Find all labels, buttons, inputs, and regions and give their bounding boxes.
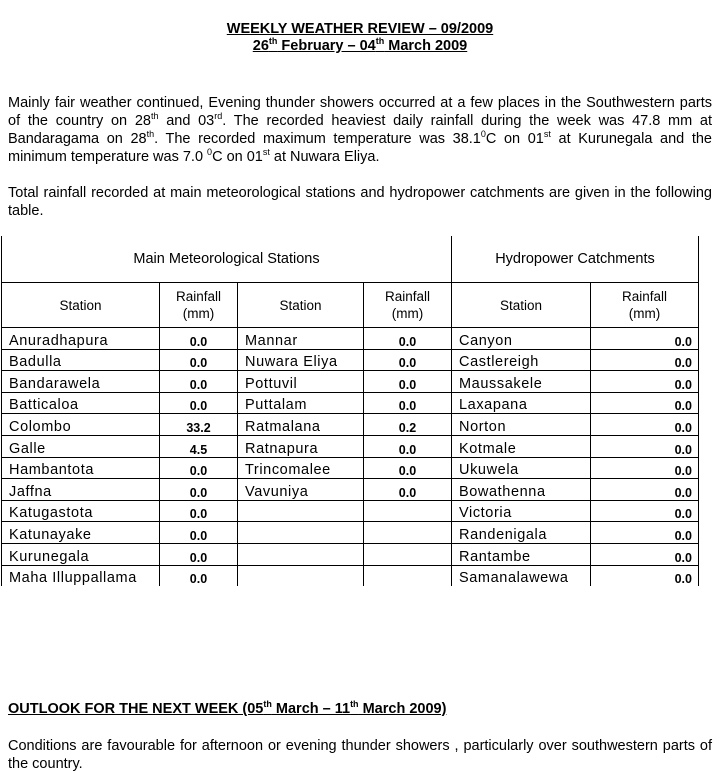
catchment-name: Kotmale xyxy=(452,435,591,457)
catchment-name: Victoria xyxy=(452,500,591,522)
rainfall-value xyxy=(364,543,452,565)
rainfall-value: 0.0 xyxy=(160,349,238,371)
rainfall-value: 0.0 xyxy=(364,349,452,371)
catchment-name: Castlereigh xyxy=(452,349,591,371)
rainfall-value: 0.0 xyxy=(591,414,699,436)
rainfall-value: 0.0 xyxy=(364,479,452,501)
station-name: Vavuniya xyxy=(238,479,364,501)
station-name: Katugastota xyxy=(2,500,160,522)
station-name: Trincomalee xyxy=(238,457,364,479)
rainfall-value: 0.0 xyxy=(591,522,699,544)
rainfall-value xyxy=(364,565,452,586)
rainfall-value xyxy=(364,500,452,522)
rainfall-value: 0.0 xyxy=(364,457,452,479)
table-row xyxy=(2,543,699,565)
rainfall-value: 0.0 xyxy=(160,392,238,414)
rainfall-value: 0.0 xyxy=(160,522,238,544)
station-name: Mannar xyxy=(238,328,364,350)
table-row xyxy=(2,328,699,350)
catchment-name: Maussakele xyxy=(452,371,591,393)
column-header-row xyxy=(2,283,699,328)
rainfall-value: 0.0 xyxy=(591,328,699,350)
station-name: Pottuvil xyxy=(238,371,364,393)
outlook-text: Conditions are favourable for afternoon or evening thunder showers , particularly over southwestern parts of the country. xyxy=(8,738,712,772)
station-name: Maha Illuppallama xyxy=(2,565,160,586)
table-row xyxy=(2,565,699,586)
station-name: Batticaloa xyxy=(2,392,160,414)
table-row xyxy=(2,349,699,371)
station-name xyxy=(238,565,364,586)
table-intro: Total rainfall recorded at main meteorological stations and hydropower catchments are given in the following table. xyxy=(8,185,712,219)
station-name: Bandarawela xyxy=(2,371,160,393)
table-row xyxy=(2,522,699,544)
station-name: Ratnapura xyxy=(238,435,364,457)
group-header-row xyxy=(2,236,699,283)
station-name: Colombo xyxy=(2,414,160,436)
group-main-stations: Main Meteorological Stations xyxy=(2,236,452,283)
catchment-name: Rantambe xyxy=(452,543,591,565)
col-station: Station xyxy=(238,283,364,328)
rainfall-value: 0.0 xyxy=(160,479,238,501)
catchment-name: Randenigala xyxy=(452,522,591,544)
rainfall-value: 0.0 xyxy=(160,500,238,522)
station-name xyxy=(238,500,364,522)
rainfall-value: 0.0 xyxy=(160,371,238,393)
table-row xyxy=(2,457,699,479)
rainfall-value: 0.0 xyxy=(591,349,699,371)
table-row xyxy=(2,414,699,436)
rainfall-value: 0.0 xyxy=(364,328,452,350)
rainfall-value: 0.0 xyxy=(364,371,452,393)
rainfall-value: 0.0 xyxy=(160,457,238,479)
group-hydropower: Hydropower Catchments xyxy=(452,236,699,283)
rainfall-value: 33.2 xyxy=(160,414,238,436)
catchment-name: Samanalawewa xyxy=(452,565,591,586)
col-station: Station xyxy=(2,283,160,328)
col-rainfall: Rainfall (mm) xyxy=(591,283,699,328)
table-row xyxy=(2,392,699,414)
rainfall-value: 0.0 xyxy=(591,371,699,393)
rainfall-table xyxy=(1,236,699,586)
table-row xyxy=(2,479,699,501)
station-name xyxy=(238,522,364,544)
station-name: Badulla xyxy=(2,349,160,371)
rainfall-value xyxy=(364,522,452,544)
station-name: Nuwara Eliya xyxy=(238,349,364,371)
catchment-name: Ukuwela xyxy=(452,457,591,479)
catchment-name: Norton xyxy=(452,414,591,436)
station-name: Galle xyxy=(2,435,160,457)
rainfall-value: 0.0 xyxy=(591,543,699,565)
rainfall-value: 0.0 xyxy=(160,543,238,565)
review-period: 26th February – 04th March 2009 xyxy=(252,36,468,54)
table-row xyxy=(2,500,699,522)
rainfall-value: 0.2 xyxy=(364,414,452,436)
station-name: Puttalam xyxy=(238,392,364,414)
station-name: Jaffna xyxy=(2,479,160,501)
rainfall-value: 0.0 xyxy=(591,457,699,479)
table-row xyxy=(2,435,699,457)
weather-summary: Mainly fair weather continued, Evening thunder showers occurred at a few places in the Southwestern parts of the country on 28th and 03rd. The recorded heaviest daily rainfall during the week was 47.8 mm at Bandaragama on 28th. The recorded maximum temperature was 38.1$^0$C on 01st at Kurunegala and the minimum temperature was 7.0 $^0$C on 01st at Nuwara Eliya. xyxy=(8,95,712,165)
catchment-name: Bowathenna xyxy=(452,479,591,501)
table-row xyxy=(2,371,699,393)
station-name: Katunayake xyxy=(2,522,160,544)
rainfall-value: 0.0 xyxy=(591,479,699,501)
rainfall-value: 0.0 xyxy=(160,565,238,586)
col-station: Station xyxy=(452,283,591,328)
rainfall-value: 0.0 xyxy=(364,435,452,457)
rainfall-value: 0.0 xyxy=(591,435,699,457)
station-name: Kurunegala xyxy=(2,543,160,565)
rainfall-value: 0.0 xyxy=(160,328,238,350)
rainfall-value: 0.0 xyxy=(364,392,452,414)
rainfall-value: 4.5 xyxy=(160,435,238,457)
col-rainfall: Rainfall (mm) xyxy=(160,283,238,328)
station-name xyxy=(238,543,364,565)
station-name: Ratmalana xyxy=(238,414,364,436)
rainfall-value: 0.0 xyxy=(591,500,699,522)
page-title: WEEKLY WEATHER REVIEW – 09/2009 xyxy=(226,21,494,37)
rainfall-value: 0.0 xyxy=(591,565,699,586)
col-rainfall: Rainfall (mm) xyxy=(364,283,452,328)
rainfall-value: 0.0 xyxy=(591,392,699,414)
outlook-heading: OUTLOOK FOR THE NEXT WEEK (05th March – 11th March 2009) xyxy=(8,699,447,717)
catchment-name: Laxapana xyxy=(452,392,591,414)
station-name: Hambantota xyxy=(2,457,160,479)
catchment-name: Canyon xyxy=(452,328,591,350)
station-name: Anuradhapura xyxy=(2,328,160,350)
